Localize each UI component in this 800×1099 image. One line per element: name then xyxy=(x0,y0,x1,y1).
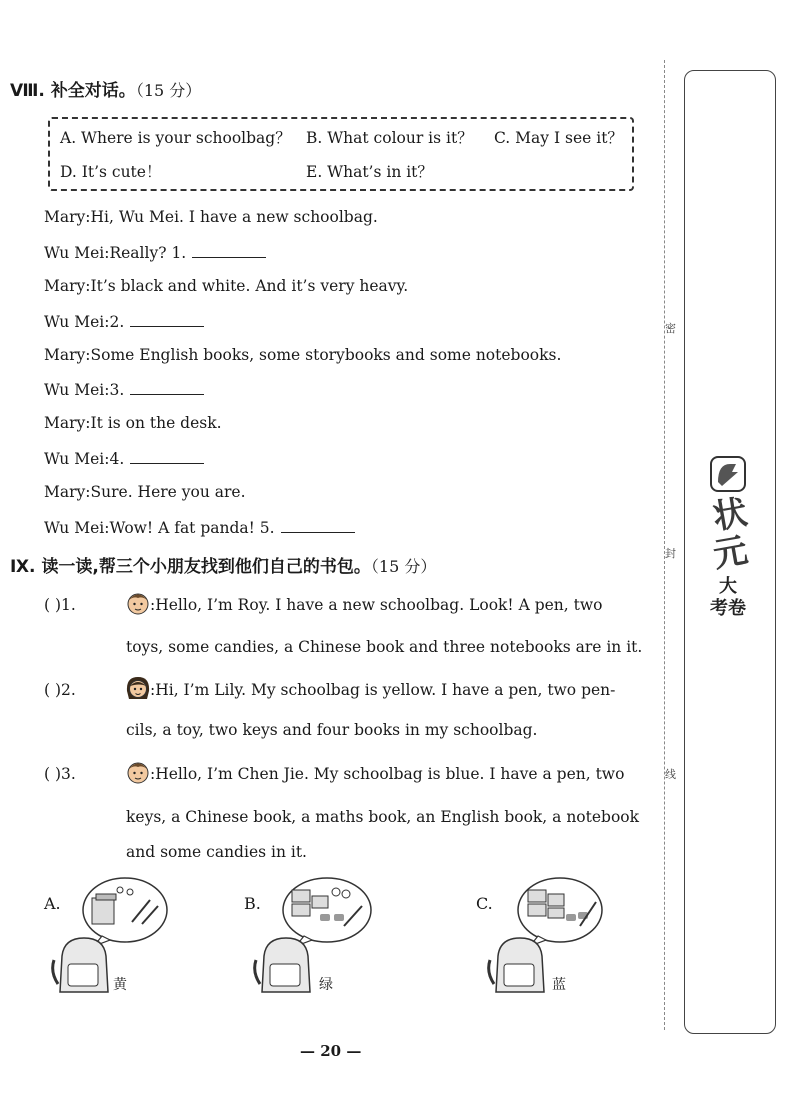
boy-face-icon xyxy=(126,759,150,785)
answer-blank-5[interactable] xyxy=(281,518,355,533)
speaker: Wu Mei xyxy=(44,313,105,331)
brand-wordmark xyxy=(702,490,760,620)
dialogue-line-8: Wu Mei:4. xyxy=(44,449,204,468)
section-8-points: （15 分） xyxy=(135,81,202,100)
speaker: Wu Mei xyxy=(44,244,105,262)
brand-logo-icon xyxy=(708,454,748,494)
dialogue-text: Sure. Here you are. xyxy=(90,483,246,501)
speaker: Mary xyxy=(44,414,86,432)
dialogue-text: 3. xyxy=(109,381,125,399)
item-1-line-1: :Hello, I’m Roy. I have a new schoolbag. Look! A pen, two xyxy=(150,596,603,614)
schoolbag-a-illustration xyxy=(50,872,170,996)
speaker: Wu Mei xyxy=(44,450,105,468)
speaker: Wu Mei xyxy=(44,381,105,399)
speaker: Mary xyxy=(44,208,86,226)
section-8-number: Ⅷ. xyxy=(10,81,45,101)
bag-color-label-c: 蓝 xyxy=(552,977,566,993)
svg-text:状: 状 xyxy=(709,492,751,538)
dialogue-line-2: Wu Mei:Really? 1. xyxy=(44,243,266,262)
answer-blank-3[interactable] xyxy=(130,380,204,395)
bag-color-label-b: 绿 xyxy=(319,977,333,993)
item-2-line-2: cils, a toy, two keys and four books in my schoolbag. xyxy=(126,721,538,739)
section-9-points: （15 分） xyxy=(370,557,437,576)
answer-blank-2[interactable] xyxy=(130,312,204,327)
picture-b-letter: B. xyxy=(244,894,261,913)
picture-c-letter: C. xyxy=(476,894,493,913)
svg-text:大: 大 xyxy=(719,576,737,597)
dialogue-line-10: Wu Mei:Wow! A fat panda! 5. xyxy=(44,518,355,537)
svg-text:考卷: 考卷 xyxy=(710,598,746,619)
section-8-title: 补全对话。 xyxy=(50,81,136,101)
bag-color-label-a: 黄 xyxy=(113,977,127,993)
option-e: E. What’s in it？ xyxy=(306,163,433,181)
option-a: A. Where is your schoolbag？ xyxy=(60,129,291,147)
margin-char-seal-2: 封 xyxy=(665,547,676,560)
answer-blank-1[interactable] xyxy=(192,243,266,258)
answer-paren-2[interactable]: ( )2. xyxy=(44,681,76,699)
section-9-number: Ⅸ. xyxy=(10,557,36,577)
picture-a-letter: A. xyxy=(44,894,61,913)
answer-paren-3[interactable]: ( )3. xyxy=(44,765,76,783)
dialogue-line-3: Mary:It’s black and white. And it’s very heavy. xyxy=(44,277,409,295)
dialogue-text: It is on the desk. xyxy=(90,414,222,432)
dialogue-text: Some English books, some storybooks and some notebooks. xyxy=(90,346,562,364)
dialogue-text: 4. xyxy=(109,450,125,468)
section-8-heading xyxy=(10,76,201,101)
margin-char-seal: 密 xyxy=(665,322,676,335)
page-number: — 20 — xyxy=(300,1042,362,1060)
item-1-line-2: toys, some candies, a Chinese book and three notebooks are in it. xyxy=(126,638,643,656)
girl-face-icon xyxy=(126,675,150,701)
dialogue-text: Hi, Wu Mei. I have a new schoolbag. xyxy=(90,208,378,226)
speaker: Mary xyxy=(44,277,86,295)
answer-paren-1[interactable]: ( )1. xyxy=(44,596,76,614)
dialogue-line-9: Mary:Sure. Here you are. xyxy=(44,483,246,501)
section-9-title: 读一读,帮三个小朋友找到他们自己的书包。 xyxy=(41,557,371,577)
item-3-line-1: :Hello, I’m Chen Jie. My schoolbag is blue. I have a pen, two xyxy=(150,765,625,783)
speaker: Wu Mei xyxy=(44,519,105,537)
dialogue-text: It’s black and white. And it’s very heavy. xyxy=(90,277,409,295)
dialogue-text: Really? 1. xyxy=(109,244,187,262)
svg-text:元: 元 xyxy=(710,530,751,576)
boy-face-icon xyxy=(126,590,150,616)
schoolbag-b-illustration xyxy=(252,872,372,996)
speaker: Mary xyxy=(44,483,86,501)
option-c: C. May I see it？ xyxy=(494,129,623,147)
speaker: Mary xyxy=(44,346,86,364)
dialogue-text: 2. xyxy=(109,313,125,331)
dialogue-line-7: Mary:It is on the desk. xyxy=(44,414,222,432)
answer-blank-4[interactable] xyxy=(130,449,204,464)
option-b: B. What colour is it？ xyxy=(306,129,473,147)
item-3-line-2: keys, a Chinese book, a maths book, an English book, a notebook xyxy=(126,808,640,826)
item-3-line-3: and some candies in it. xyxy=(126,843,307,861)
schoolbag-c-illustration xyxy=(486,872,604,996)
item-2-line-1: :Hi, I’m Lily. My schoolbag is yellow. I have a pen, two pen- xyxy=(150,681,616,699)
dialogue-line-4: Wu Mei:2. xyxy=(44,312,204,331)
margin-char-line: 线 xyxy=(665,768,676,781)
dialogue-line-1: Mary:Hi, Wu Mei. I have a new schoolbag. xyxy=(44,208,378,226)
section-9-heading xyxy=(10,552,436,577)
dialogue-line-6: Wu Mei:3. xyxy=(44,380,204,399)
dialogue-line-5: Mary:Some English books, some storybooks and some notebooks. xyxy=(44,346,562,364)
option-d: D. It’s cute！ xyxy=(60,163,162,181)
dialogue-text: Wow! A fat panda! 5. xyxy=(109,519,275,537)
